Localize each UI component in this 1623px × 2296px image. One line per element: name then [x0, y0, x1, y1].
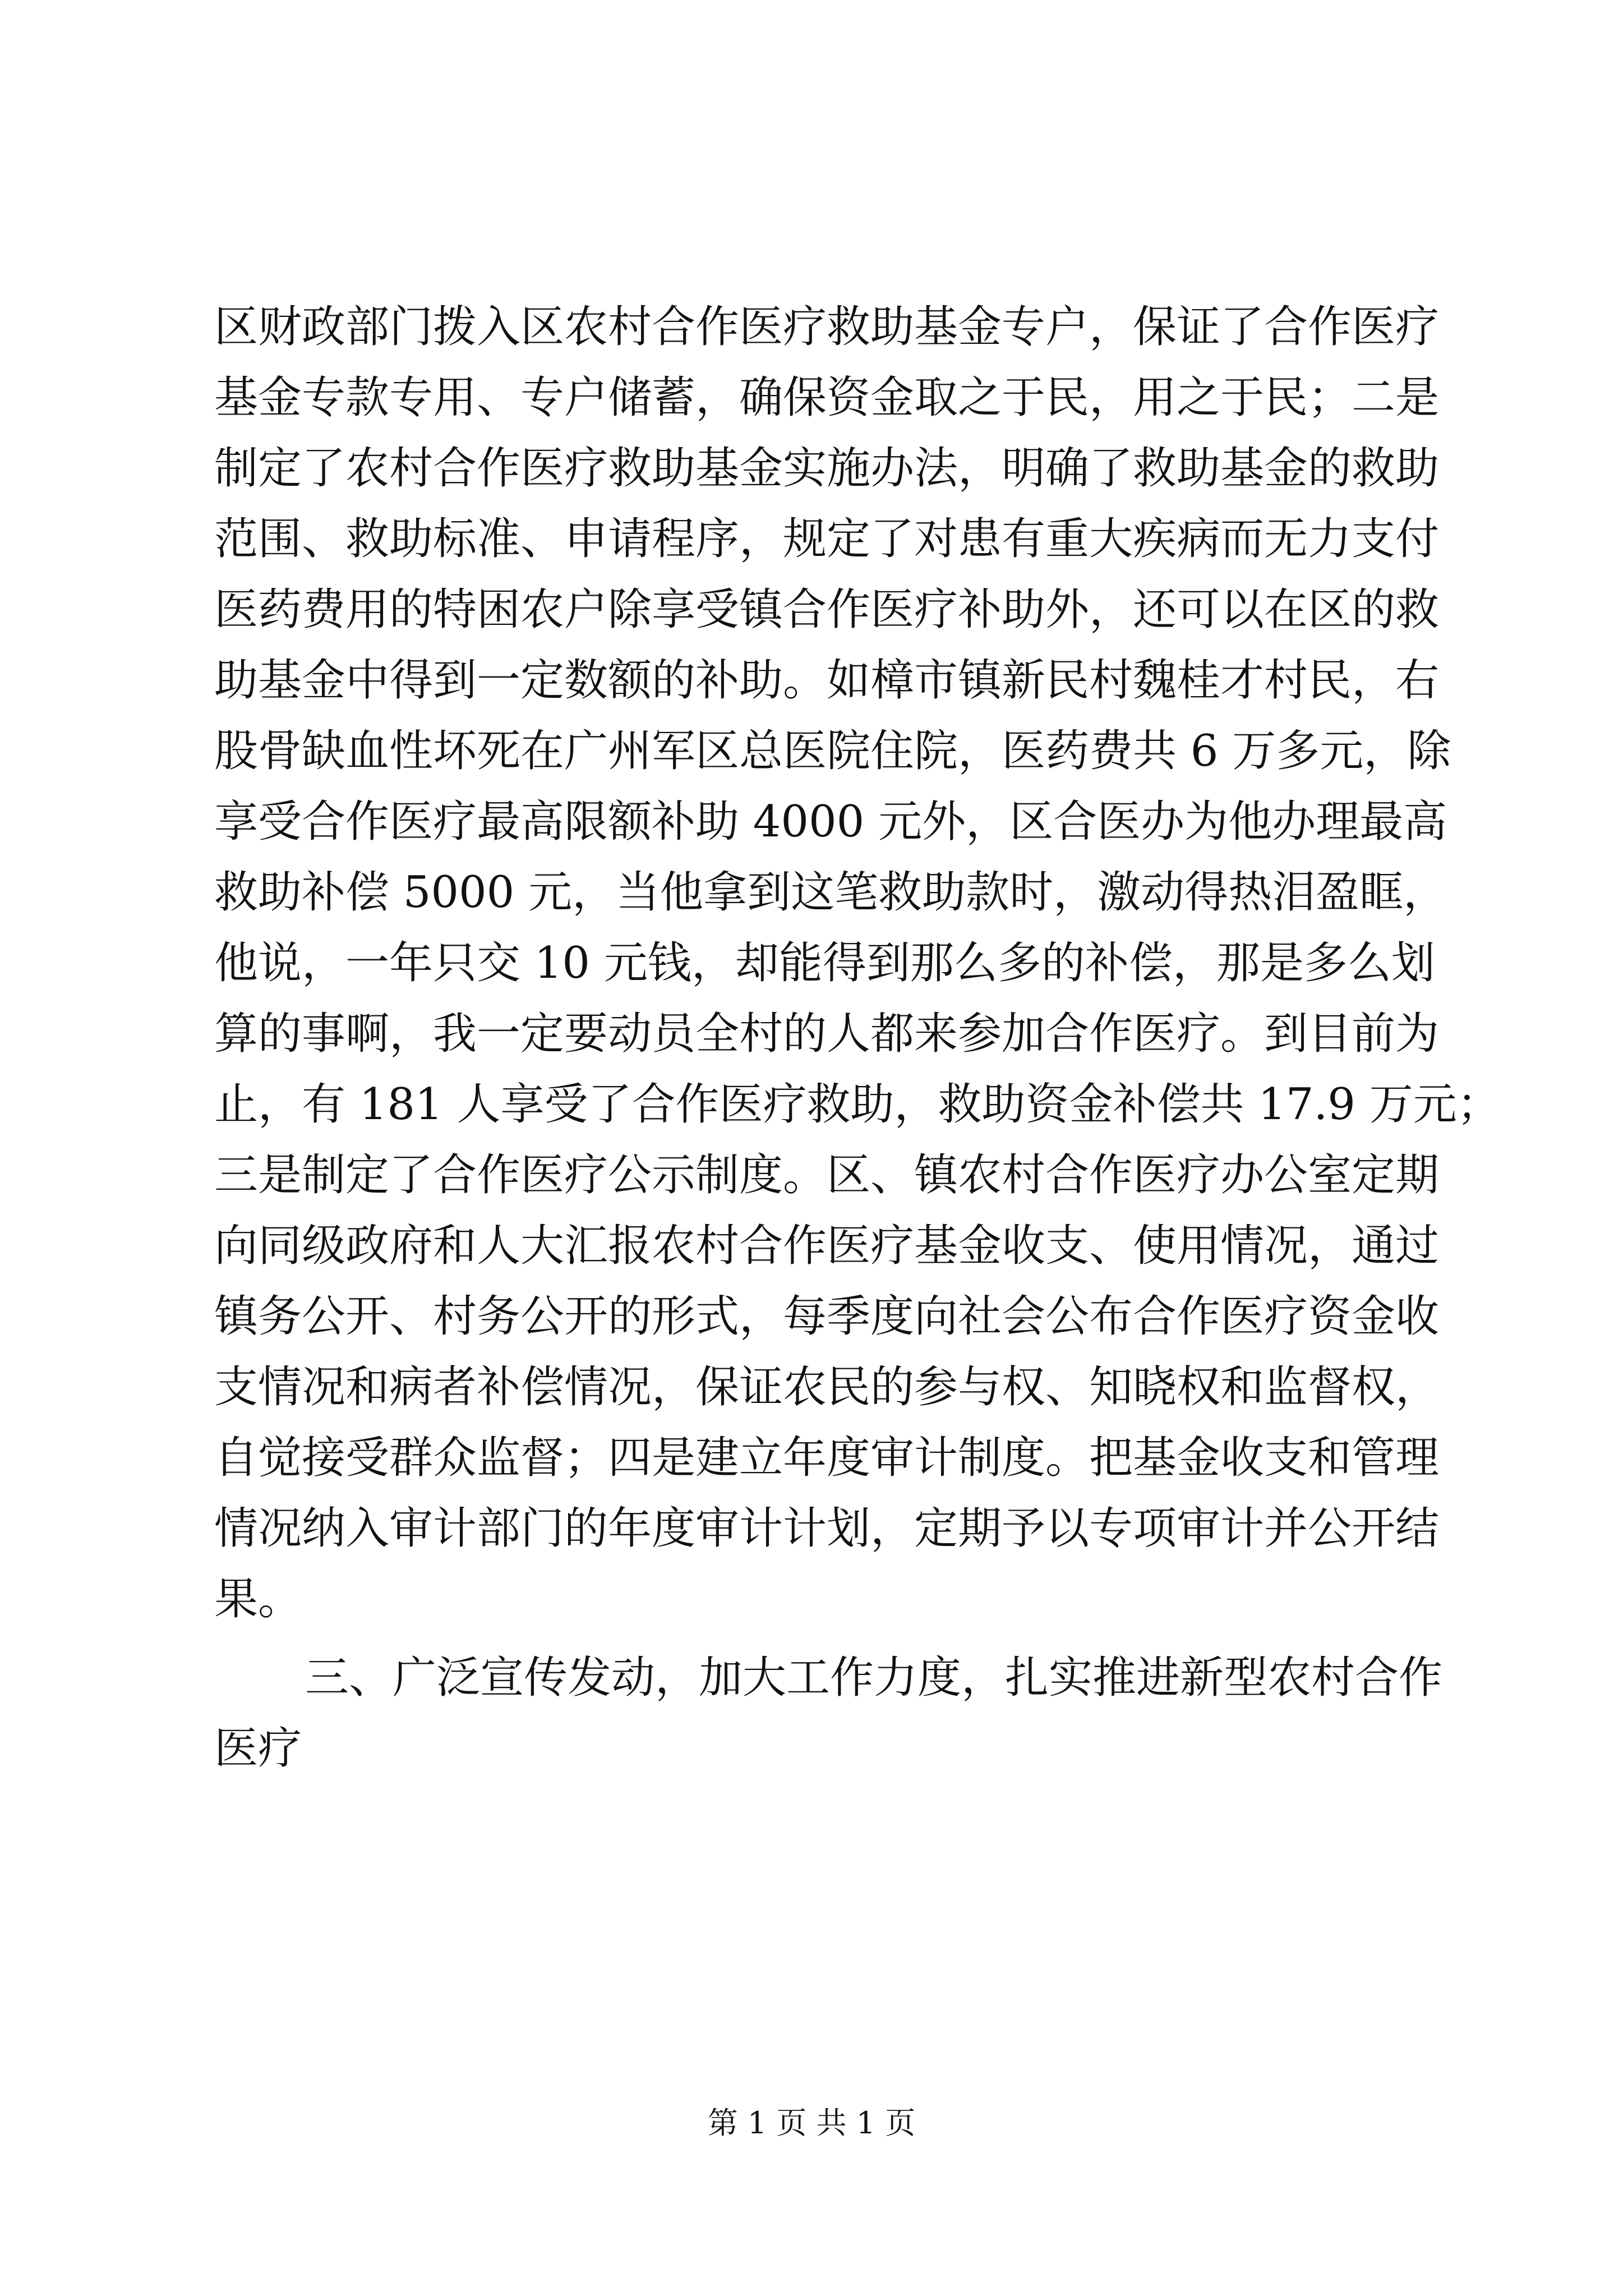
text-line: 基金专款专用、专户储蓄，确保资金取之于民，用之于民；二是	[214, 372, 1440, 423]
text-line: 情况纳入审计部门的年度审计计划，定期予以专项审计并公开结	[214, 1503, 1440, 1554]
text-line: 止，有 181 人享受了合作医疗救助，救助资金补偿共 17.9 万元；	[214, 1079, 1501, 1130]
text-line: 救助补偿 5000 元，当他拿到这笔救助款时，激动得热泪盈眶，	[214, 867, 1447, 918]
heading-line: 医疗	[214, 1723, 302, 1774]
section-heading	[214, 1642, 1443, 1784]
text-line: 范围、救助标准、申请程序，规定了对患有重大疾病而无力支付	[214, 514, 1440, 564]
text-line: 自觉接受群众监督；四是建立年度审计制度。把基金收支和管理	[214, 1433, 1440, 1483]
text-line: 镇务公开、村务公开的形式，每季度向社会公布合作医疗资金收	[214, 1291, 1440, 1342]
document-body	[214, 292, 1501, 1784]
text-line: 向同级政府和人大汇报农村合作医疗基金收支、使用情况，通过	[214, 1221, 1440, 1271]
text-line: 支情况和病者补偿情况，保证农民的参与权、知晓权和监督权，	[214, 1362, 1440, 1412]
text-line: 区财政部门拨入区农村合作医疗救助基金专户，保证了合作医疗	[214, 302, 1440, 352]
text-line: 享受合作医疗最高限额补助 4000 元外，区合医办为他办理最高	[214, 797, 1447, 847]
text-line: 果。	[214, 1574, 302, 1625]
paragraph	[214, 292, 1501, 1635]
text-line: 三是制定了合作医疗公示制度。区、镇农村合作医疗办公室定期	[214, 1150, 1440, 1200]
text-line: 制定了农村合作医疗救助基金实施办法，明确了救助基金的救助	[214, 443, 1440, 494]
text-line: 助基金中得到一定数额的补助。如樟市镇新民村魏桂才村民，右	[214, 655, 1440, 706]
text-line: 算的事啊，我一定要动员全村的人都来参加合作医疗。到目前为	[214, 1009, 1440, 1059]
text-line: 他说，一年只交 10 元钱，却能得到那么多的补偿，那是多么划	[214, 938, 1435, 988]
page-number-footer: 第 1 页 共 1 页	[707, 2105, 916, 2141]
heading-line: 三、广泛宣传发动，加大工作力度，扎实推进新型农村合作	[305, 1653, 1443, 1703]
paragraph-gap	[214, 1635, 1420, 1642]
text-line: 股骨缺血性坏死在广州军区总医院住院，医药费共 6 万多元，除	[214, 726, 1451, 776]
text-line: 医药费用的特困农户除享受镇合作医疗补助外，还可以在区的救	[214, 585, 1440, 635]
